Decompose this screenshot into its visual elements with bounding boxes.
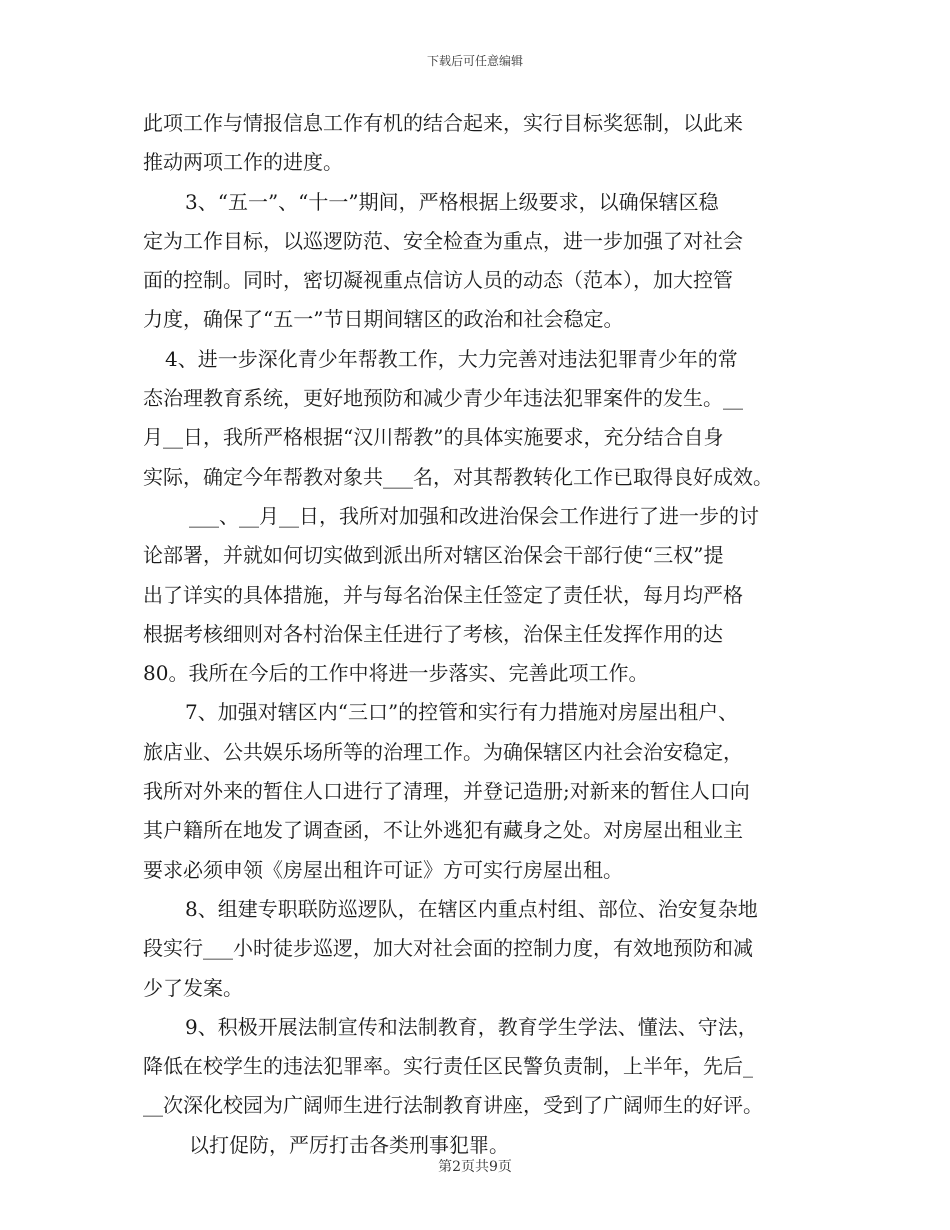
text-line: 少了发案。 xyxy=(143,975,243,1000)
text-line: 态治理教育系统，更好地预防和减少青少年违法犯罪案件的发生。__ xyxy=(143,386,743,411)
text-line: 我所对外来的暂住人口进行了清理，并登记造册;对新来的暂住人口向 xyxy=(143,779,750,804)
document-body xyxy=(143,104,811,1165)
text-line: 月__日，我所严格根据“汉川帮教”的具体实施要求，充分结合自身 xyxy=(143,425,724,450)
text-line: 80。我所在今后的工作中将进一步落实、完善此项工作。 xyxy=(143,661,649,686)
text-line: 其户籍所在地发了调查函，不让外逃犯有藏身之处。对房屋出租业主 xyxy=(143,818,743,843)
text-line: 旅店业、公共娱乐场所等的治理工作。为确保辖区内社会治安稳定， xyxy=(143,739,743,764)
text-line: 推动两项工作的进度。 xyxy=(143,150,343,175)
text-line: 面的控制。同时，密切凝视重点信访人员的动态（范本），加大控管 xyxy=(143,268,733,293)
text-line: ___、__月__日，我所对加强和改进治保会工作进行了进一步的讨 xyxy=(189,503,759,528)
text-line: 出了详实的具体措施，并与每名治保主任签定了责任状，每月均严格 xyxy=(143,582,743,607)
text-line: 要求必须申领《房屋出租许可证》方可实行房屋出租。 xyxy=(143,857,623,882)
text-line: 论部署，并就如何切实做到派出所对辖区治保会干部行使“三权”提 xyxy=(143,543,724,568)
text-line: 段实行___小时徒步巡逻，加大对社会面的控制力度，有效地预防和减 xyxy=(143,936,753,961)
text-line: 4、进一步深化青少年帮教工作，大力完善对违法犯罪青少年的常 xyxy=(165,346,738,371)
text-line: 3、“五一”、“十一”期间，严格根据上级要求，以确保辖区稳 xyxy=(185,189,719,214)
text-line: 此项工作与情报信息工作有机的结合起来，实行目标奖惩制，以此来 xyxy=(143,111,743,135)
text-line: 8、组建专职联防巡逻队，在辖区内重点村组、部位、治安复杂地 xyxy=(185,896,758,921)
text-line: 以打促防，严厉打击各类刑事犯罪。 xyxy=(189,1132,509,1157)
text-line: 根据考核细则对各村治保主任进行了考核，治保主任发挥作用的达 xyxy=(143,621,723,646)
text-line: __次深化校园为广阔师生进行法制教育讲座，受到了广阔师生的好评。 xyxy=(143,1093,763,1118)
text-line: 7、加强对辖区内“三口”的控管和实行有力措施对房屋出租户、 xyxy=(185,700,739,725)
page-header: 下载后可任意编辑 xyxy=(426,54,523,68)
text-line: 力度，确保了“五一”节日期间辖区的政治和社会稳定。 xyxy=(143,307,624,332)
text-line: 降低在校学生的违法犯罪率。实行责任区民警负责制，上半年，先后_ xyxy=(143,1054,753,1079)
page-footer: 第2页共9页 xyxy=(438,1159,512,1175)
text-line: 9、积极开展法制宣传和法制教育，教育学生学法、懂法、守法， xyxy=(185,1014,758,1039)
text-line: 定为工作目标，以巡逻防范、安全检查为重点，进一步加强了对社会 xyxy=(143,228,743,253)
text-line: 实际，确定今年帮教对象共___名，对其帮教转化工作已取得良好成效。 xyxy=(143,464,773,489)
